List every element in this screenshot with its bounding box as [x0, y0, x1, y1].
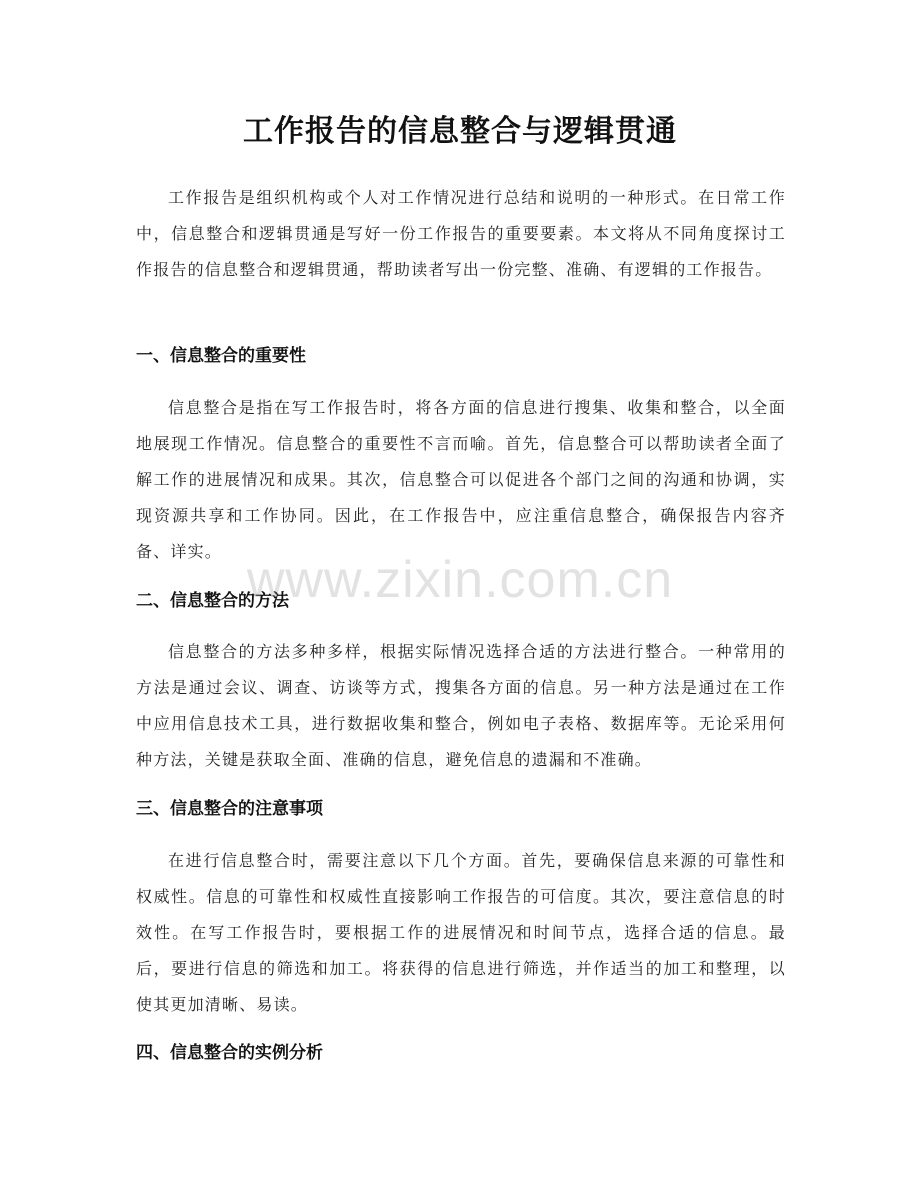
section-body-3: 在进行信息整合时，需要注意以下几个方面。首先，要确保信息来源的可靠性和权威性。信息的可靠性和权威性直接影响工作报告的可信度。其次，要注意信息的时效性。在写工作报告时，要根据工作的进展情况和时间节点，选择合适的信息。最后，要进行信息的筛选和加工。将获得的信息进行筛选，并作适当的加工和整理，以使其更加清晰、易读。 [136, 851, 786, 1014]
document-title: 工作报告的信息整合与逻辑贯通 [243, 114, 677, 149]
section-heading-3: 三、信息整合的注意事项 [136, 799, 323, 819]
section-heading-2: 二、信息整合的方法 [136, 591, 289, 611]
section-heading-1: 一、信息整合的重要性 [136, 346, 306, 366]
intro-paragraph: 工作报告是组织机构或个人对工作情况进行总结和说明的一种形式。在日常工作中，信息整合和逻辑贯通是写好一份工作报告的重要要素。本文将从不同角度探讨工作报告的信息整合和逻辑贯通，帮助读者写出一份完整、准确、有逻辑的工作报告。 [136, 188, 786, 279]
section-body-1: 信息整合是指在写工作报告时，将各方面的信息进行搜集、收集和整合，以全面地展现工作情况。信息整合的重要性不言而喻。首先，信息整合可以帮助读者全面了解工作的进展情况和成果。其次，信息整合可以促进各个部门之间的沟通和协调，实现资源共享和工作协同。因此，在工作报告中，应注重信息整合，确保报告内容齐备、详实。 [136, 398, 786, 561]
watermark: www.zixin.com.cn [246, 551, 674, 609]
section-heading-4: 四、信息整合的实例分析 [136, 1043, 323, 1063]
section-body-2: 信息整合的方法多种多样，根据实际情况选择合适的方法进行整合。一种常用的方法是通过会议、调查、访谈等方式，搜集各方面的信息。另一种方法是通过在工作中应用信息技术工具，进行数据收集和整合，例如电子表格、数据库等。无论采用何种方法，关键是获取全面、准确的信息，避免信息的遗漏和不准确。 [136, 642, 786, 769]
